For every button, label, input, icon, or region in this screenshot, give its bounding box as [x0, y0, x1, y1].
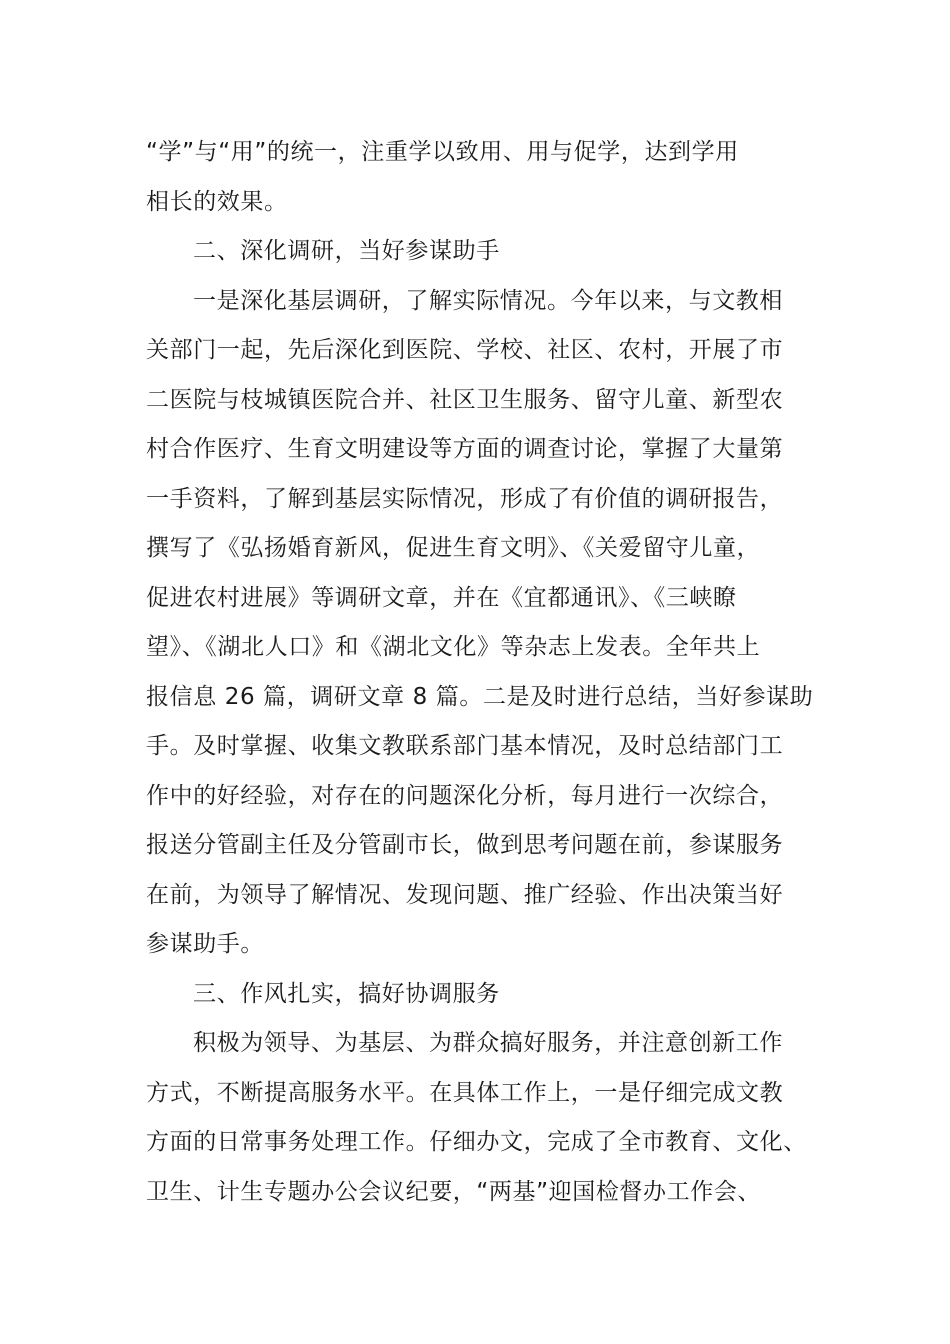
text-line: 作中的好经验，对存在的问题深化分析，每月进行一次综合， [146, 782, 784, 809]
text-line: 相长的效果。 [146, 188, 288, 215]
text-line: 促进农村进展》等调研文章，并在《宜都通讯》、《三峡瞭 [146, 584, 737, 611]
text-line: 报信息 26 篇，调研文章 8 篇。二是及时进行总结，当好参谋助 [146, 683, 814, 710]
text-line: 参谋助手。 [146, 931, 264, 957]
text-line: 手。及时掌握、收集文教联系部门基本情况，及时总结部门工 [146, 733, 784, 759]
document-body [146, 128, 826, 1217]
text-line: 方式，不断提高服务水平。在具体工作上，一是仔细完成文教 [146, 1079, 784, 1106]
section-heading: 二、深化调研，当好参谋助手 [193, 238, 500, 264]
paragraph-start: 积极为领导、为基层、为群众搞好服务，并注意创新工作 [193, 1030, 783, 1056]
text-line: 方面的日常事务处理工作。仔细办文，完成了全市教育、文化、 [146, 1129, 807, 1155]
text-line: “学”与“用”的统一，注重学以致用、用与促学，达到学用 [146, 139, 739, 165]
text-line: 一手资料，了解到基层实际情况，形成了有价值的调研报告， [146, 485, 784, 512]
section-heading: 三、作风扎实，搞好协调服务 [193, 980, 500, 1007]
text-line: 关部门一起，先后深化到医院、学校、社区、农村，开展了市 [146, 337, 784, 363]
text-line: 二医院与枝城镇医院合并、社区卫生服务、留守儿童、新型农 [146, 386, 784, 413]
text-line: 卫生、计生专题办公会议纪要，“两基”迎国检督办工作会、 [146, 1178, 762, 1205]
text-line: 报送分管副主任及分管副市长，做到思考问题在前，参谋服务 [146, 832, 784, 858]
text-line: 望》、《湖北人口》和《湖北文化》等杂志上发表。全年共上 [146, 634, 761, 660]
paragraph-start: 一是深化基层调研，了解实际情况。今年以来，与文教相 [193, 287, 783, 314]
text-line: 村合作医疗、生育文明建设等方面的调查讨论，掌握了大量第 [146, 436, 784, 462]
text-line: 撰写了《弘扬婚育新风，促进生育文明》、《关爱留守儿童， [146, 535, 761, 561]
text-line: 在前，为领导了解情况、发现问题、推广经验、作出决策当好 [146, 881, 784, 908]
